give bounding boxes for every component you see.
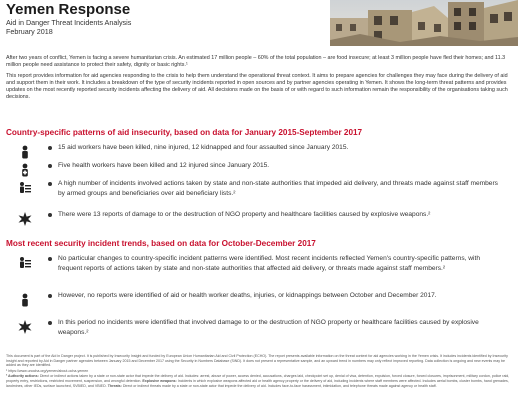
report-title: Yemen Response <box>6 1 131 18</box>
list-item-text: However, no reports were identified of aid or health worker deaths, injuries, or kidnappings between October and December 2017. <box>58 292 437 299</box>
list-item-text: 15 aid workers have been killed, nine injured, 12 kidnapped and four assaulted since January 2015. <box>58 144 349 151</box>
footnote-source-link: ¹ https://www.unocha.org/yemen/about-ocha-yemen <box>6 368 89 373</box>
bullet <box>48 182 52 186</box>
bullet <box>48 294 52 298</box>
bullet <box>48 146 52 150</box>
bullet <box>48 213 52 217</box>
bullet <box>48 257 52 261</box>
intro-paragraph-1: After two years of conflict, Yemen is facing a severe humanitarian crisis. An estimated 17 million people – 60% of the total population – are food insecure; at least 3 million people have fled their homes; and 11.3 million people need assistance to protect their safety, dignity or basic rights.¹ <box>6 55 506 68</box>
footnote-threats: Direct or indirect threats made by a state or non-state actor that impede the delivery of aid. Includes face-to-face harassment, intimidation, and telephone threats made against agency or health staff. <box>122 383 437 388</box>
footnote-project: This document is part of the Aid in Danger project. It is published by Insecurity Insight and funded by European Union Humanitarian Aid and Civil Protection (ECHO). The report presents available information on the threat context for aid agencies working in the Yemen crisis. It includes incidents identified by Insecurity Insight and reported by Aid in Danger partner agencies between January 2015 and December 2017 using the Security in Numbers Database (SiND). It does not present a representative sample, and an upward trend in numbers may only reflect improved reporting. Data collection is ongoing and new events may be added as they are identified. <box>6 354 508 368</box>
footnote-explosive: Incidents in which explosive weapons affected aid or health agency property or the delivery of aid, including incidents where staff members were affected. Includes aerial bombs, cluster bombs, hand grenades, landmines, other IEDs, surface launched, SVBIED, and VBIED. <box>6 378 509 388</box>
bullet <box>48 321 52 325</box>
damaged-buildings-image <box>330 0 518 46</box>
obstruction-icon <box>18 181 32 195</box>
obstruction-icon <box>18 256 32 270</box>
section-title-country-patterns: Country-specific patterns of aid insecurity, based on data for January 2015-September 2017 <box>6 128 363 137</box>
report-subtitle-block <box>6 18 131 36</box>
intro-paragraph-2: This report provides information for aid agencies responding to the crisis to help them understand the operational threat context. It aims to prepare agencies for challenges they may face during the delivery of aid and support them in their work. It includes a breakdown of the type of security incidents reported in open sources and by partner agencies operating in Yemen. It shows the long-term threat patterns and provides updates on the most recently reported security incidents affecting the delivery of aid. All decisions made on the basis of or with regard to such information remain the responsibility of the organisations taking such decisions. <box>6 73 508 100</box>
header-photo <box>330 0 518 46</box>
person-icon <box>18 293 32 307</box>
person-icon <box>18 145 32 159</box>
intro-text <box>6 55 512 105</box>
list-item-text: In this period no incidents were identified that involved damage to or the destruction of NGO property or healthcare facilities caused by explosive weapons.² <box>58 319 479 336</box>
report-date: February 2018 <box>6 27 53 36</box>
list-item-text: There were 13 reports of damage to or the destruction of NGO property and healthcare facilities caused by explosive weapons.² <box>58 211 431 218</box>
list-item-text: Five health workers have been killed and 12 injured since January 2015. <box>58 162 270 169</box>
bullet <box>48 164 52 168</box>
footnote-label-authority: ² Authority actions: <box>6 374 39 379</box>
footnote-label-threats: Threats: <box>107 383 122 388</box>
health-worker-icon <box>18 163 32 177</box>
footnote-authority: Direct or indirect actions taken by a state or non-state actor that impede the delivery of aid. Includes: arrest, abuse of power, access denied, accusations, charges laid, checkpoint set up, denial of visa, detention, expulsion, forced closure, forced closures, imprisonment, military cordon, police raid, property entry, restrictions, restricted movement, suspension, and wrongful detention. <box>6 374 510 383</box>
list-item-text: A high number of incidents involved actions taken by state and non-state authorities that impeded aid delivery, and threats made against staff members by armed groups and beneficiaries over aid beneficiary lists.² <box>58 180 498 197</box>
footnotes <box>6 354 512 389</box>
section-title-recent-trends: Most recent security incident trends, based on data for October-December 2017 <box>6 239 316 248</box>
explosion-icon <box>18 320 32 334</box>
report-subtitle: Aid in Danger Threat Incidents Analysis <box>6 18 132 27</box>
list-item-text: No particular changes to country-specific incident patterns were identified. Most recent incidents reflected Yemen's country-specific patterns, with frequent reports of actions taken by state and non-state authorities that affected aid delivery, or threats made against staff members.² <box>58 255 481 272</box>
footnote-definitions <box>6 374 512 388</box>
explosion-icon <box>18 212 32 226</box>
footnote-label-explosive: Explosive weapons: <box>142 378 177 383</box>
